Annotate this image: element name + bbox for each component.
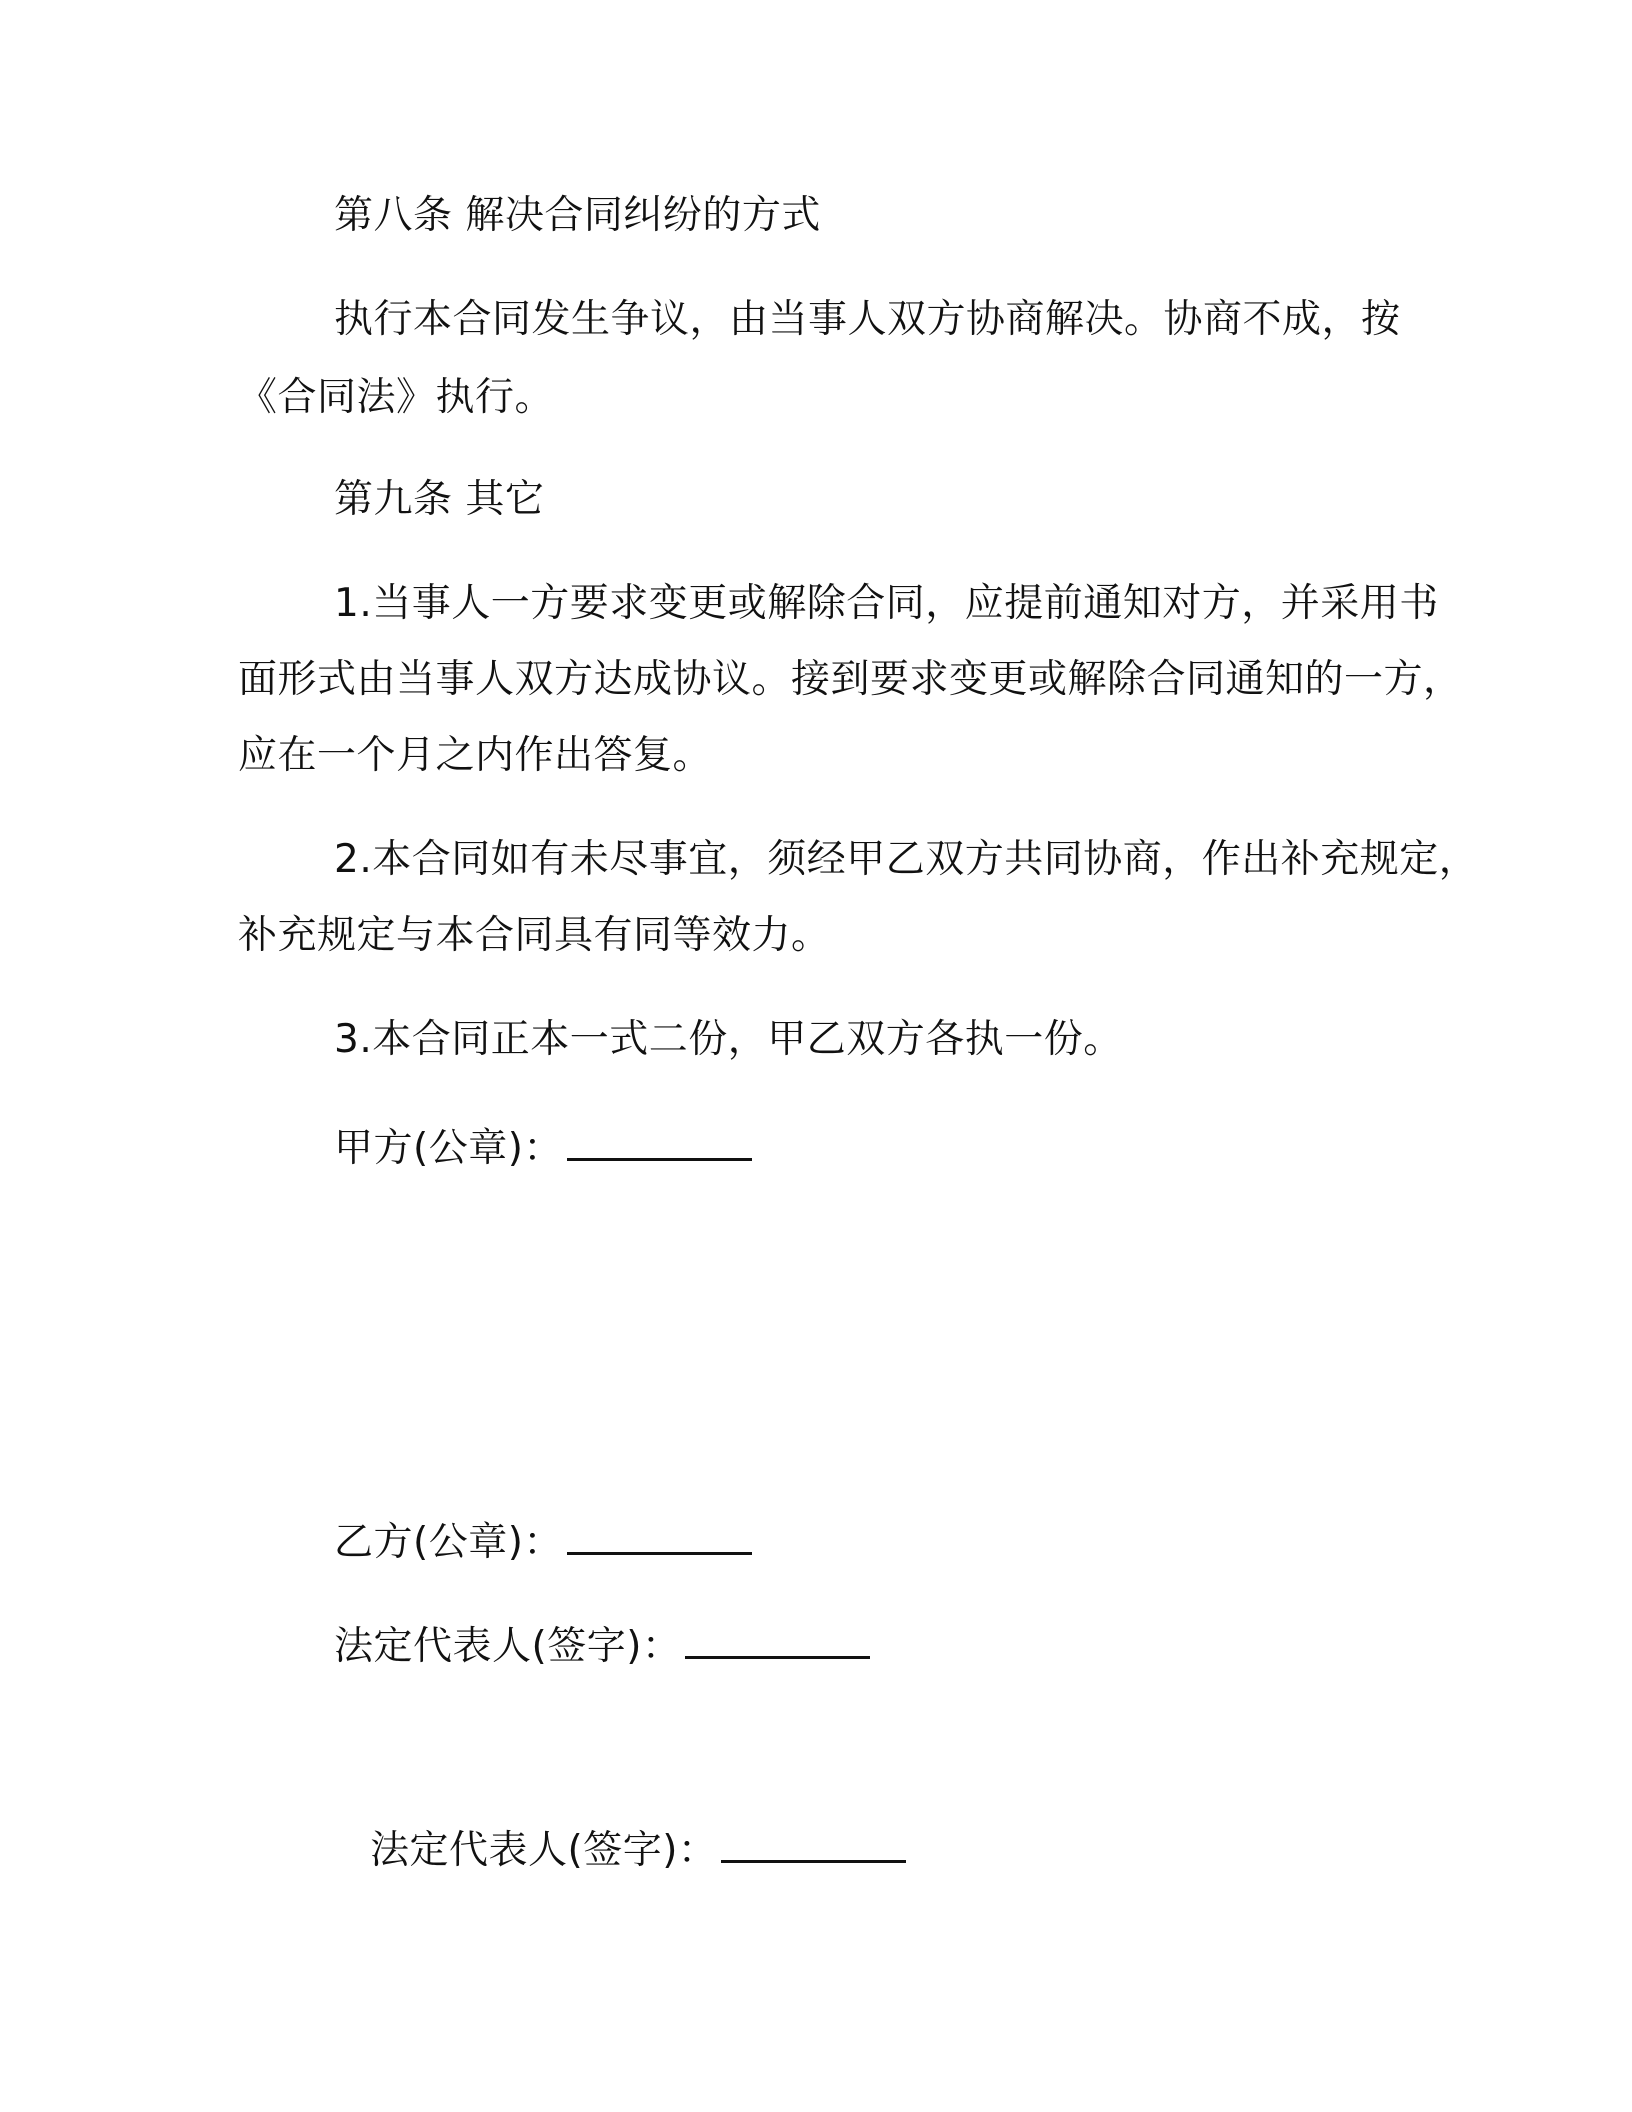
article9-item1-line2: 面形式由当事人双方达成协议。接到要求变更或解除合同通知的一方， (238, 657, 1463, 702)
article9-item1-line3: 应在一个月之内作出答复。 (238, 733, 713, 778)
representative-1-label: 法定代表人(签字)： (334, 1624, 682, 1669)
party-a-label: 甲方(公章)： (334, 1126, 563, 1171)
article9-item2-line1: 2.本合同如有未尽事宜，须经甲乙双方共同协商，作出补充规定， (334, 837, 1479, 882)
representative-1-signature-line (334, 1616, 870, 1673)
article9-item1-line1: 1.当事人一方要求变更或解除合同，应提前通知对方，并采用书 (334, 581, 1439, 626)
representative-1-blank (685, 1616, 870, 1659)
representative-2-blank (721, 1820, 906, 1863)
party-b-blank (567, 1512, 752, 1555)
article9-item3: 3.本合同正本一式二份，甲乙双方各执一份。 (334, 1017, 1123, 1062)
article9-item2-line2: 补充规定与本合同具有同等效力。 (238, 913, 831, 958)
article8-heading: 第八条 解决合同纠纷的方式 (334, 193, 821, 238)
representative-2-label: 法定代表人(签字)： (370, 1828, 718, 1873)
party-b-label: 乙方(公章)： (334, 1520, 563, 1565)
party-a-blank (567, 1118, 752, 1161)
article9-heading: 第九条 其它 (334, 477, 545, 522)
article8-text-line1: 执行本合同发生争议，由当事人双方协商解决。协商不成，按 (334, 297, 1401, 342)
article8-text-line2: 《合同法》执行。 (238, 375, 555, 420)
party-a-signature-line (334, 1118, 752, 1175)
representative-2-signature-line (370, 1820, 906, 1877)
party-b-signature-line (334, 1512, 752, 1569)
